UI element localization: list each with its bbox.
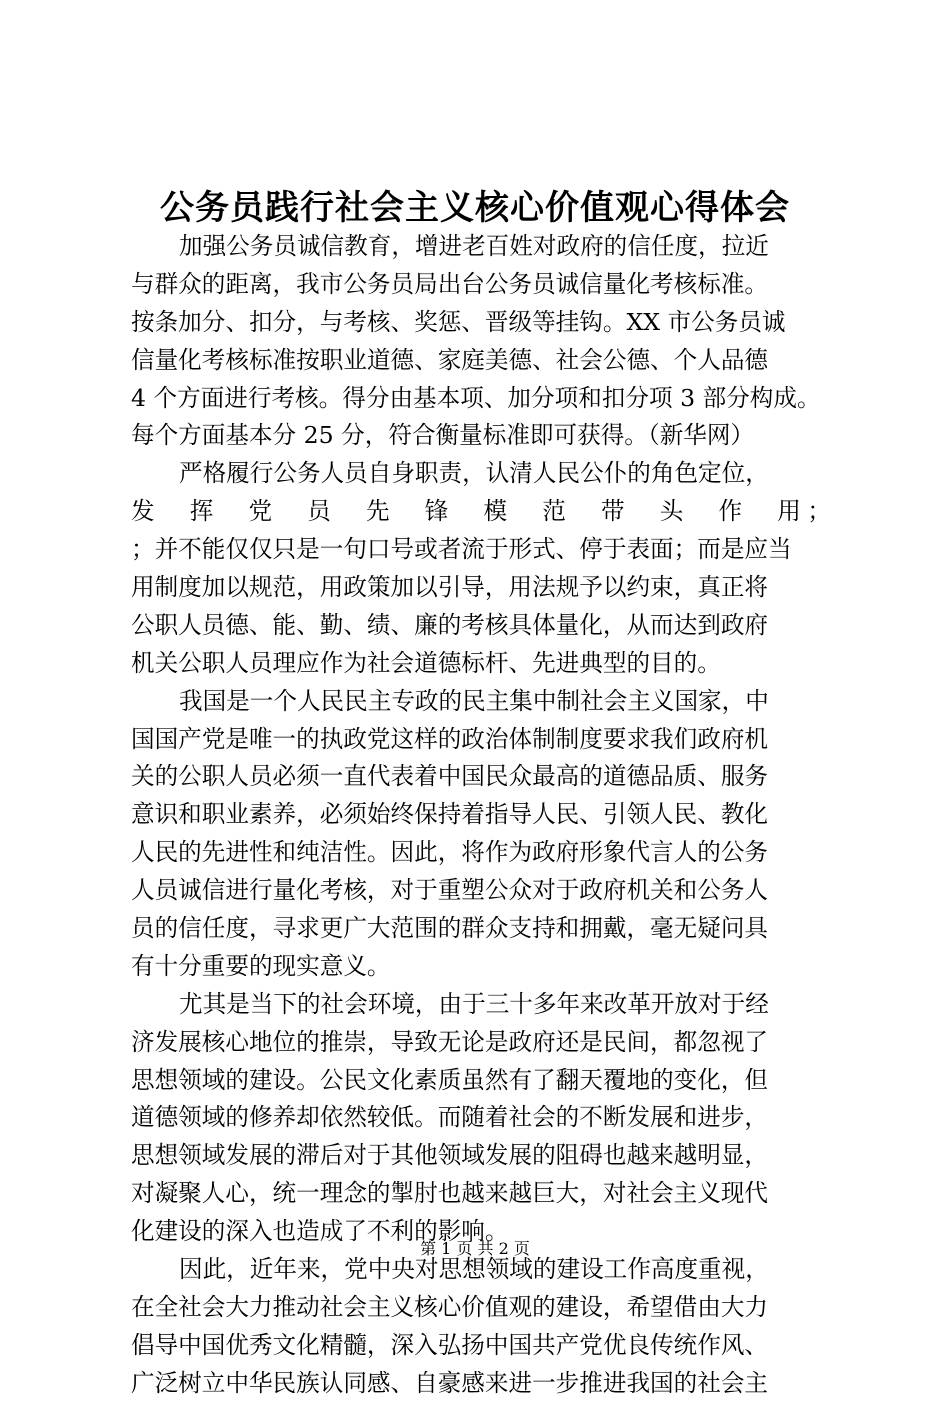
paragraph-line: 思想领域发展的滞后对于其他领域发展的阻碍也越来越明显， <box>131 1141 769 1170</box>
paragraph-line: 化建设的深入也造成了不利的影响。 <box>131 1217 509 1246</box>
paragraph-line: 按条加分、扣分，与考核、奖惩、晋级等挂钩。XX 市公务员诚 <box>131 307 786 336</box>
paragraph-line: ；并不能仅仅只是一句口号或者流于形式、停于表面；而是应当 <box>131 535 792 564</box>
paragraph-line: 人民的先进性和纯洁性。因此，将作为政府形象代言人的公务 <box>131 838 769 867</box>
paragraph-line: 我国是一个人民民主专政的民主集中制社会主义国家，中 <box>179 686 769 715</box>
spread-tail: ； <box>807 497 831 526</box>
paragraph-line: 与群众的距离，我市公务员局出台公务员诚信量化考核标准。 <box>131 269 769 298</box>
paragraph-line: 广泛树立中华民族认同感、自豪感来进一步推进我国的社会主 <box>131 1368 769 1397</box>
document-title: 公务员践行社会主义核心价值观心得体会 <box>160 188 790 228</box>
paragraph-line: 每个方面基本分 25 分，符合衡量标准即可获得。（新华网） <box>131 421 755 450</box>
paragraph-line: 倡导中国优秀文化精髓，深入弘扬中国共产党优良传统作风、 <box>131 1330 769 1359</box>
paragraph-line: 员的信任度，寻求更广大范围的群众支持和拥戴，毫无疑问具 <box>131 914 769 943</box>
paragraph-line: 机关公职人员理应作为社会道德标杆、先进典型的目的。 <box>131 648 721 677</box>
paragraph-line: 尤其是当下的社会环境，由于三十多年来改革开放对于经 <box>179 989 769 1018</box>
page-footer: 第 1 页 共 2 页 <box>420 1239 530 1258</box>
paragraph-line: 意识和职业素养，必须始终保持着指导人民、引领人民、教化 <box>131 800 769 829</box>
paragraph-line: 加强公务员诚信教育，增进老百姓对政府的信任度，拉近 <box>179 232 769 260</box>
paragraph-line: 人员诚信进行量化考核，对于重塑公众对于政府机关和公务人 <box>131 876 769 905</box>
paragraph-line: 因此，近年来，党中央对思想领域的建设工作高度重视， <box>179 1255 769 1284</box>
paragraph-line: 思想领域的建设。公民文化素质虽然有了翻天覆地的变化，但 <box>131 1065 769 1094</box>
paragraph-line: 在全社会大力推动社会主义核心价值观的建设，希望借由大力 <box>131 1292 769 1321</box>
paragraph-line: 济发展核心地位的推崇，导致无论是政府还是民间，都忽视了 <box>131 1027 769 1056</box>
paragraph-line: 有十分重要的现实意义。 <box>131 951 391 980</box>
paragraph-line: 严格履行公务人员自身职责，认清人民公仆的角色定位， <box>179 459 769 488</box>
paragraph-line: 公职人员德、能、勤、绩、廉的考核具体量化，从而达到政府 <box>131 610 769 639</box>
spread-text: 发 挥 党 员 先 锋 模 范 带 头 作 用 <box>131 497 808 526</box>
paragraph-line-spread <box>131 493 831 531</box>
paragraph-line: 4 个方面进行考核。得分由基本项、加分项和扣分项 3 部分构成。 <box>131 383 821 412</box>
document-body <box>131 228 831 1403</box>
paragraph-line: 用制度加以规范，用政策加以引导，用法规予以约束，真正将 <box>131 573 769 602</box>
paragraph-line: 对凝聚人心，统一理念的掣肘也越来越巨大，对社会主义现代 <box>131 1179 769 1208</box>
paragraph-line: 信量化考核标准按职业道德、家庭美德、社会公德、个人品德 <box>131 345 769 374</box>
paragraph-line: 关的公职人员必须一直代表着中国民众最高的道德品质、服务 <box>131 762 769 791</box>
paragraph-line: 国国产党是唯一的执政党这样的政治体制制度要求我们政府机 <box>131 724 769 753</box>
paragraph-line: 道德领域的修养却依然较低。而随着社会的不断发展和进步， <box>131 1103 769 1132</box>
